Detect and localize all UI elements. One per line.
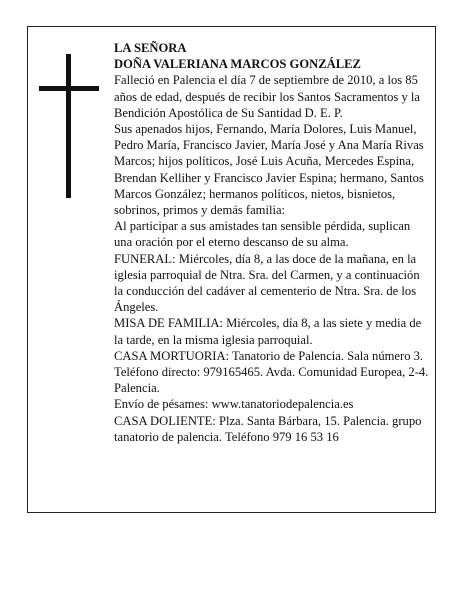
funeral-info: FUNERAL: Miércoles, día 8, a las doce de la mañana, en la iglesia parroquial de Ntra. Sra. del Carmen, y a continuación la conducción del cadáver al cementerio de Ntra. Sra. de los Ángeles. bbox=[114, 251, 420, 315]
notice-text bbox=[114, 40, 429, 445]
funeral-home-info: CASA MORTUORIA: Tanatorio de Palencia. Sala número 3. Teléfono directo: 979165465. Avda. Comunidad Europea, 2-4. Palencia. bbox=[114, 348, 429, 396]
cross-icon bbox=[39, 54, 99, 198]
family-mass-info: MISA DE FAMILIA: Miércoles, día 8, a las siete y media de la tarde, en la misma iglesia parroquial. bbox=[114, 316, 422, 347]
cross-horizontal-bar bbox=[39, 86, 99, 91]
deceased-name: DOÑA VALERIANA MARCOS GONZÁLEZ bbox=[114, 57, 361, 72]
condolences-info: Envío de pésames: www.tanatoriodepalencia.es bbox=[114, 397, 354, 412]
cross-vertical-bar bbox=[66, 54, 71, 198]
death-announcement: Falleció en Palencia el día 7 de septiembre de 2010, a los 85 años de edad, después de recibir los Santos Sacramentos y la Bendición Apostólica de Su Santidad D. E. P. bbox=[114, 73, 421, 120]
family-list: Sus apenados hijos, Fernando, María Dolores, Luis Manuel, Pedro María, Francisco Javier, María José y Ana María Rivas Marcos; hijos políticos, José Luis Acuña, Mercedes Espina, Brendan Kelliher y Francisco Javier Espina; hermano, Santos Marcos González; hermanos políticos, nietos, bisnietos, sobrinos, primos y demás familia: bbox=[114, 122, 424, 218]
notice-title: LA SEÑORA bbox=[114, 41, 187, 55]
prayer-request: Al participar a sus amistades tan sensible pérdida, suplican una oración por el eterno descanso de su alma. bbox=[114, 219, 411, 250]
family-home-info: CASA DOLIENTE: Plza. Santa Bárbara, 15. Palencia. grupo tanatorio de palencia. Teléfono 979 16 53 16 bbox=[114, 413, 422, 444]
